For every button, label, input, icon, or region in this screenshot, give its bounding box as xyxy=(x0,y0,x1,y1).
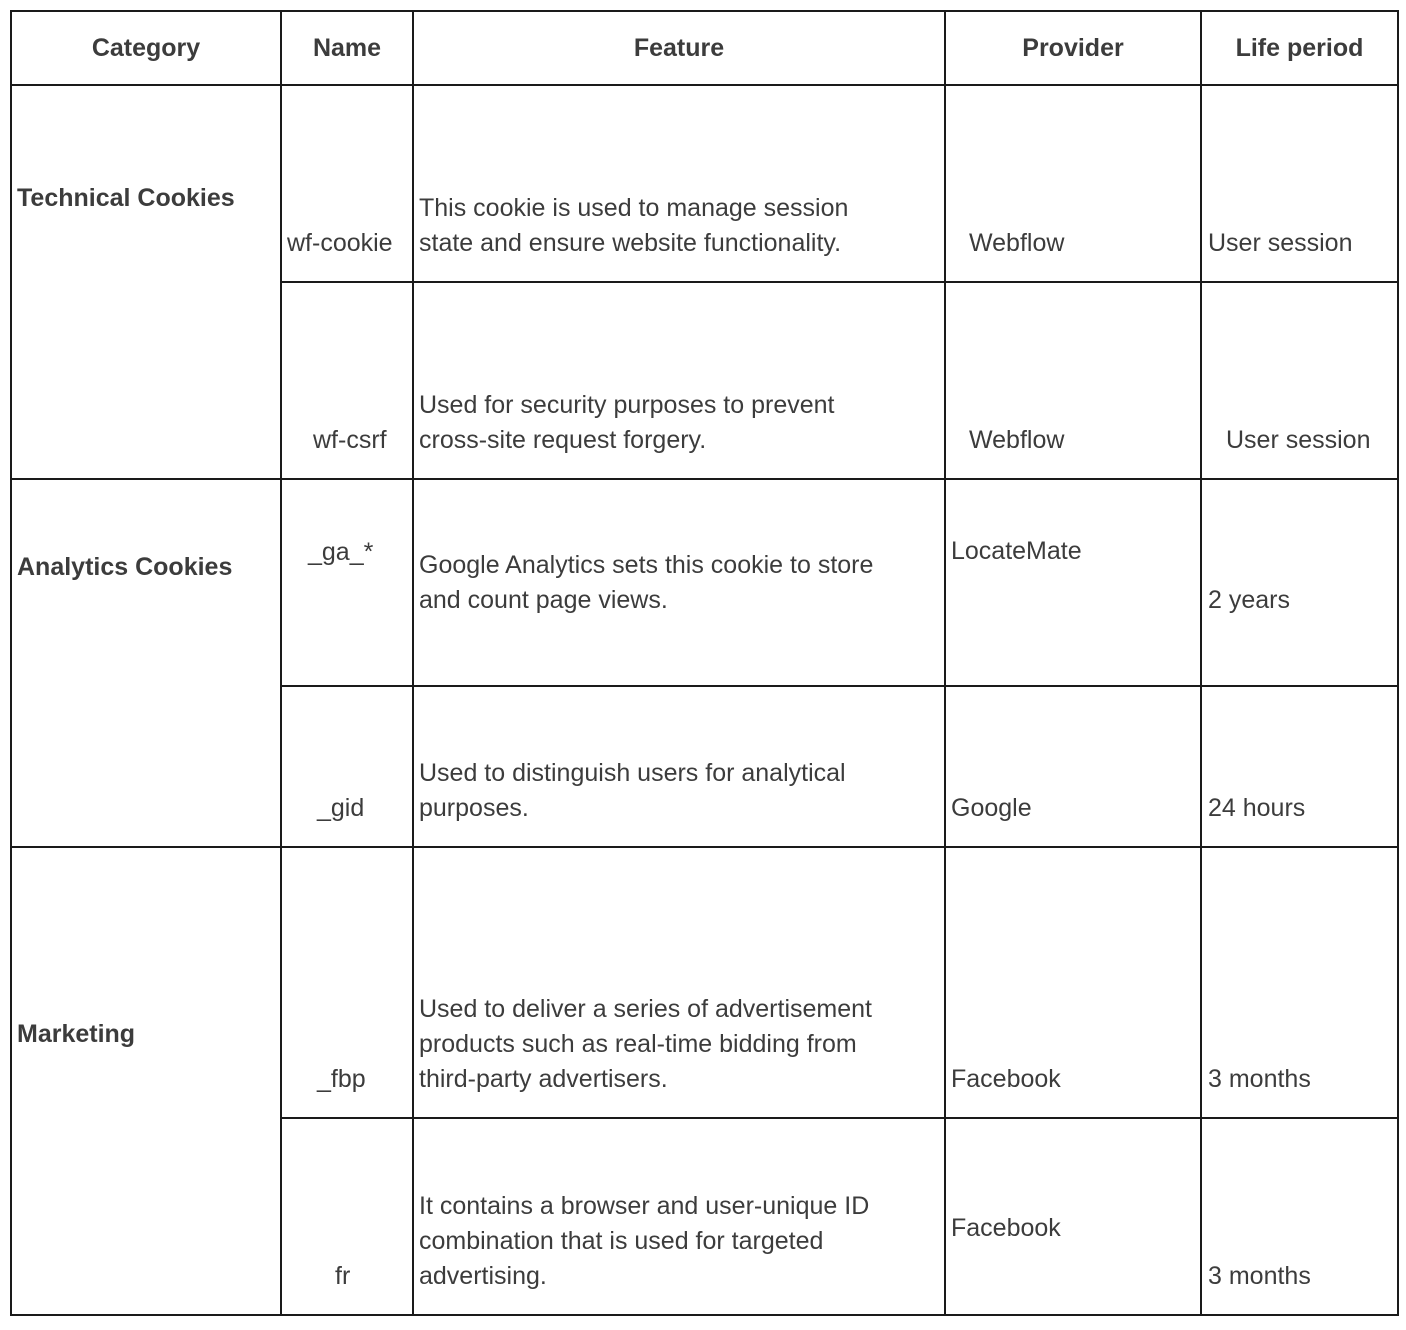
feature-line: cross-site request forgery. xyxy=(419,426,707,454)
feature-line: and count page views. xyxy=(419,586,668,614)
feature-line: Used to deliver a series of advertisement xyxy=(419,995,872,1023)
provider-cell xyxy=(945,1118,1201,1315)
life-period-cell xyxy=(1201,479,1398,686)
provider-label: Google xyxy=(951,794,1032,822)
life-period-cell xyxy=(1201,85,1398,282)
feature-line: third-party advertisers. xyxy=(419,1065,668,1093)
provider-cell xyxy=(945,847,1201,1118)
feature-line: advertising. xyxy=(419,1262,547,1290)
feature-cell xyxy=(413,282,945,479)
feature-line: combination that is used for targeted xyxy=(419,1227,824,1255)
feature-cell xyxy=(413,479,945,686)
name-cell xyxy=(281,686,413,847)
table-row xyxy=(11,479,1398,686)
provider-cell xyxy=(945,686,1201,847)
provider-label: Facebook xyxy=(951,1214,1061,1242)
feature-line: state and ensure website functionality. xyxy=(419,229,842,257)
cookie-name: _gid xyxy=(317,794,365,822)
provider-cell xyxy=(945,85,1201,282)
name-cell xyxy=(281,282,413,479)
name-cell xyxy=(281,847,413,1118)
category-cell xyxy=(11,847,281,1315)
life-period-label: 3 months xyxy=(1208,1065,1311,1093)
cookie-policy-page xyxy=(10,10,1397,1322)
cookie-name: _fbp xyxy=(317,1065,366,1093)
provider-label: Facebook xyxy=(951,1065,1061,1093)
provider-cell xyxy=(945,479,1201,686)
feature-line: products such as real-time bidding from xyxy=(419,1030,857,1058)
feature-line: This cookie is used to manage session xyxy=(419,194,849,222)
feature-line: Used to distinguish users for analytical xyxy=(419,759,846,787)
life-period-cell xyxy=(1201,282,1398,479)
life-period-cell xyxy=(1201,1118,1398,1315)
category-label: Analytics Cookies xyxy=(17,553,233,581)
life-period-cell xyxy=(1201,847,1398,1118)
header-category: Category xyxy=(11,11,281,85)
feature-cell xyxy=(413,847,945,1118)
name-cell xyxy=(281,479,413,686)
feature-line: Used for security purposes to prevent xyxy=(419,391,835,419)
feature-cell xyxy=(413,686,945,847)
category-label: Marketing xyxy=(17,1020,136,1048)
table-header-row xyxy=(11,11,1398,85)
table-row xyxy=(11,85,1398,282)
category-cell xyxy=(11,479,281,847)
feature-line: It contains a browser and user-unique ID xyxy=(419,1192,870,1220)
feature-line: Google Analytics sets this cookie to store xyxy=(419,551,874,579)
name-cell xyxy=(281,1118,413,1315)
cookie-table xyxy=(10,10,1399,1316)
category-label: Technical Cookies xyxy=(17,184,235,212)
life-period-label: 24 hours xyxy=(1208,794,1306,822)
cookie-name: wf-cookie xyxy=(287,229,393,257)
provider-label: LocateMate xyxy=(951,537,1082,565)
provider-label: Webflow xyxy=(969,229,1065,257)
header-life-period: Life period xyxy=(1201,11,1398,85)
feature-cell xyxy=(413,85,945,282)
feature-line: purposes. xyxy=(419,794,529,822)
provider-label: Webflow xyxy=(969,426,1065,454)
category-cell xyxy=(11,85,281,479)
life-period-label: User session xyxy=(1226,426,1371,454)
cookie-name: fr xyxy=(335,1262,351,1290)
life-period-label: User session xyxy=(1208,229,1353,257)
table-row xyxy=(11,847,1398,1118)
header-feature: Feature xyxy=(413,11,945,85)
life-period-label: 3 months xyxy=(1208,1262,1311,1290)
life-period-cell xyxy=(1201,686,1398,847)
provider-cell xyxy=(945,282,1201,479)
feature-cell xyxy=(413,1118,945,1315)
life-period-label: 2 years xyxy=(1208,586,1290,614)
name-cell xyxy=(281,85,413,282)
cookie-name: _ga_* xyxy=(308,538,374,566)
header-name: Name xyxy=(281,11,413,85)
header-provider: Provider xyxy=(945,11,1201,85)
cookie-name: wf-csrf xyxy=(313,426,387,454)
